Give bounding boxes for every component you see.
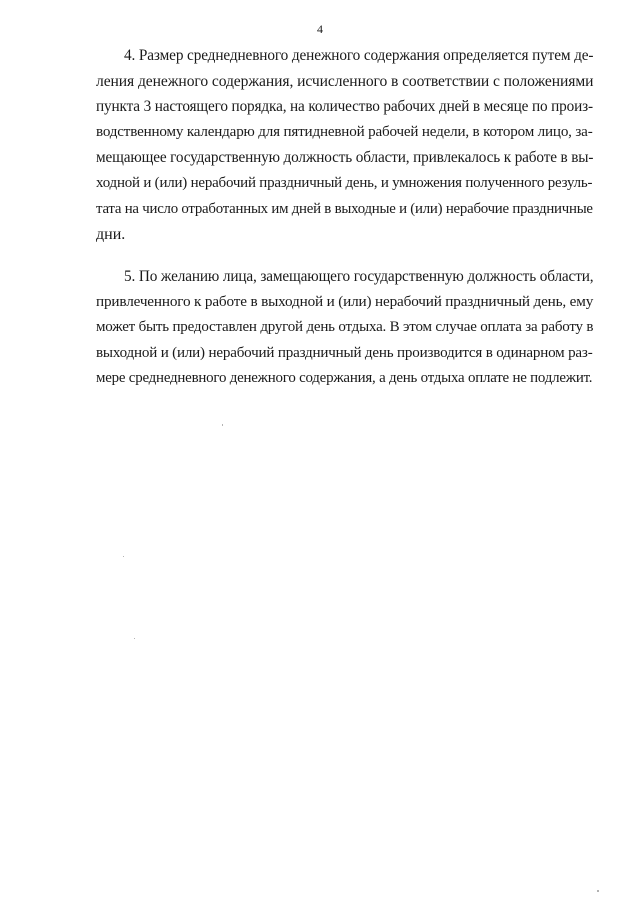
scan-speck — [597, 890, 599, 892]
scan-speck — [222, 424, 223, 426]
text-line: водственному календарю для пятидневной рабочей недели, в котором лицо, за- — [96, 123, 593, 140]
scan-speck — [134, 638, 135, 639]
text-line: ходной и (или) нерабочий праздничный день, и умножения полученного резуль- — [96, 174, 593, 191]
paragraph-4 — [96, 43, 594, 248]
paragraph-5 — [96, 264, 594, 392]
text-line: дни. — [96, 226, 126, 244]
text-line: 5. По желанию лица, замещающего государственную должность области, — [124, 267, 594, 285]
text-line: пункта 3 настоящего порядка, на количество рабочих дней в месяце по произ- — [96, 98, 593, 116]
text-line: привлеченного к работе в выходной и (или) нерабочий праздничный день, ему — [96, 293, 594, 311]
page-number: 4 — [317, 22, 323, 36]
text-line: мере среднедневного денежного содержания, а день отдыха оплате не подлежит. — [96, 370, 593, 387]
text-line: выходной и (или) нерабочий праздничный день производится в одинарном раз- — [96, 344, 593, 361]
text-line: мещающее государственную должность области, привлекалось к работе в вы- — [96, 149, 594, 167]
text-line: ления денежного содержания, исчисленного в соответствии с положениями — [96, 72, 594, 90]
scan-speck — [123, 556, 124, 557]
text-line: может быть предоставлен другой день отдыха. В этом случае оплата за работу в — [96, 318, 594, 335]
text-line: 4. Размер среднедневного денежного содержания определяется путем де- — [124, 47, 594, 64]
text-line: тата на число отработанных им дней в выходные и (или) нерабочие праздничные — [96, 200, 593, 217]
document-body — [96, 43, 594, 392]
